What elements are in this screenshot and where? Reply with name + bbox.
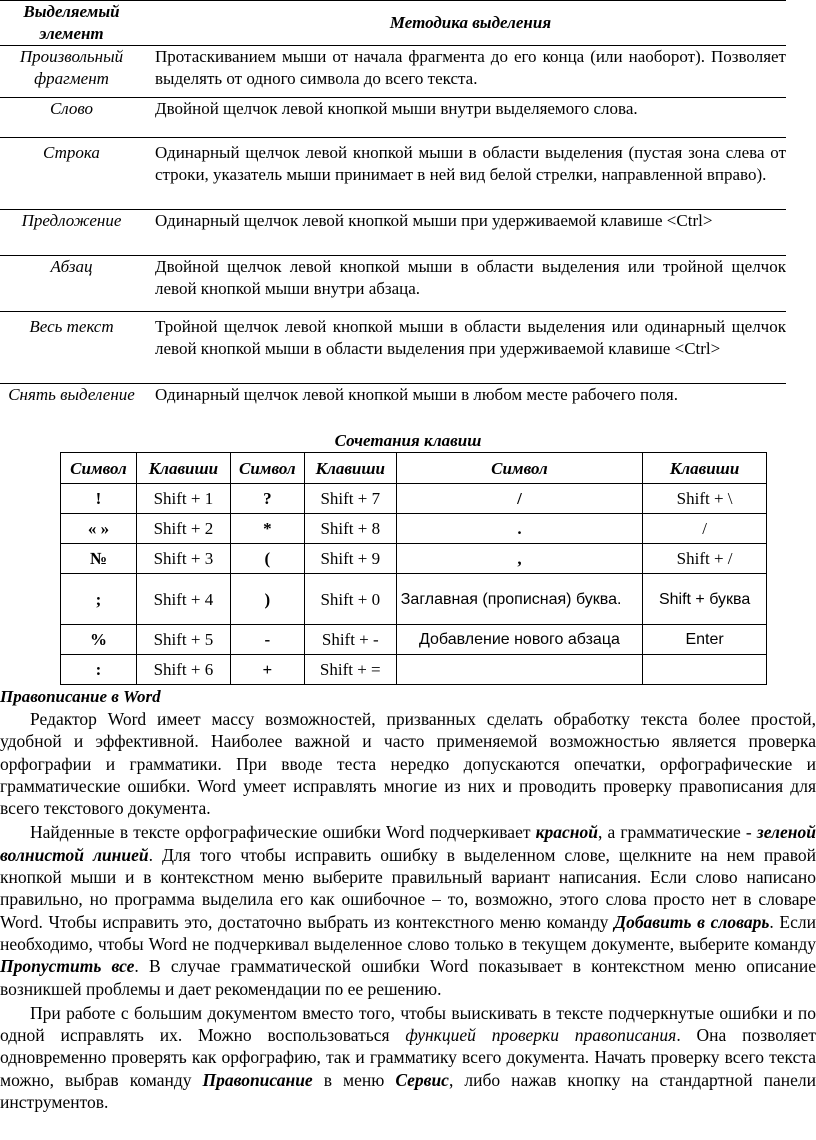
symbol-cell	[396, 655, 642, 685]
keys-cell: Shift + 3	[136, 544, 230, 574]
paragraph-text: , а грамматические -	[597, 822, 757, 843]
command-ignore-all: Пропустить все	[0, 956, 135, 977]
selection-row	[0, 210, 786, 256]
row-element: Весь текст	[0, 312, 143, 384]
shortcut-row	[61, 655, 767, 685]
header-symbol: Символ	[61, 453, 137, 484]
keys-cell: Shift + 7	[304, 484, 396, 514]
paragraph	[0, 1002, 816, 1113]
keys-cell: Shift + -	[304, 625, 396, 655]
shortcut-row	[61, 514, 767, 544]
row-element: Слово	[0, 98, 143, 138]
symbol-cell: ,	[396, 544, 642, 574]
symbol-description-cell: Заглавная (прописная) буква.	[396, 574, 642, 625]
paragraph-text: . В случае грамматической ошибки Word показывает в контекстном меню описание возникшей проблемы и дает рекомендации по ее решению.	[0, 956, 816, 999]
selection-methods-table	[0, 0, 786, 430]
paragraph	[0, 708, 816, 819]
keys-cell: Shift + 6	[136, 655, 230, 685]
keys-cell: Shift + 2	[136, 514, 230, 544]
paragraph-text: , либо нажав кнопку на стандартной панели инструментов.	[0, 1069, 816, 1113]
symbol-cell: +	[230, 655, 304, 685]
keys-cell: /	[643, 514, 767, 544]
selection-row	[0, 98, 786, 138]
keys-cell: Shift + 1	[136, 484, 230, 514]
row-element: Предложение	[0, 210, 143, 256]
paragraph-text: . Она позволяет одновременно проверять как орфографию, так и грамматику всего документа. Начать проверку всего текста можно, выбрав команду	[0, 1025, 816, 1090]
symbol-cell: *	[230, 514, 304, 544]
symbol-cell: /	[396, 484, 642, 514]
paragraph-text: При работе с большим документом вместо того, чтобы выискивать в тексте подчеркнутые ошибки и по одной исправлять их. Можно воспользоваться	[0, 1002, 816, 1046]
keys-cell: Shift + 5	[136, 625, 230, 655]
shortcut-row	[61, 625, 767, 655]
symbol-description-cell: Добавление нового абзаца	[396, 625, 642, 655]
paragraph-text: Найденные в тексте орфографические ошибки Word подчеркивает	[30, 822, 536, 843]
header-keys: Клавиши	[643, 453, 767, 484]
row-method: Одинарный щелчок левой кнопкой мыши в любом месте рабочего поля.	[155, 385, 678, 404]
selection-row	[0, 256, 786, 312]
row-method: Тройной щелчок левой кнопкой мыши в области выделения или одинарный щелчок левой кнопкой мыши в области выделения при удерживаемой клавише <Ctrl>	[143, 312, 786, 384]
section-title: Правописание в Word	[0, 687, 161, 706]
symbol-cell: №	[61, 544, 137, 574]
paragraph-text: Редактор Word имеет массу возможностей, призванных сделать обработку текста более простой, удобной и эффективной. Наиболее важной и часто применяемой возможностью является проверка орфографии и грамматики. При вводе теста нередко допускаются опечатки, орфографические и грамматические ошибки. Word умеет исправлять многие из них и проводить проверку правописания для всего текстового документа.	[0, 709, 816, 819]
symbol-cell: « »	[61, 514, 137, 544]
keys-cell: Shift + буква	[643, 574, 767, 625]
header-method: Методика выделения	[143, 1, 786, 46]
keys-cell: Shift + 0	[304, 574, 396, 625]
selection-row	[0, 46, 786, 98]
symbol-cell: ;	[61, 574, 137, 625]
menu-service: Сервис	[395, 1069, 449, 1090]
row-method: Одинарный щелчок левой кнопкой мыши при удерживаемой клавише <Ctrl>	[143, 210, 786, 256]
paragraph-text: в меню	[312, 1069, 396, 1090]
keys-cell: Shift + 4	[136, 574, 230, 625]
shortcuts-table	[60, 452, 767, 685]
keys-cell: Enter	[643, 625, 767, 655]
shortcut-row	[61, 574, 767, 625]
symbol-cell: (	[230, 544, 304, 574]
shortcuts-title: Сочетания клавиш	[334, 431, 482, 450]
symbol-cell: -	[230, 625, 304, 655]
keys-cell: Shift + \	[643, 484, 767, 514]
command-add-to-dictionary: Добавить в словарь	[614, 911, 770, 932]
emphasis-green-wavy: зеленой волнистой линией	[0, 822, 816, 865]
section-body	[0, 708, 816, 1113]
emphasis-spellcheck-function: функцией проверки правописания	[405, 1025, 677, 1046]
selection-row	[0, 312, 786, 384]
row-method: Протаскиванием мыши от начала фрагмента до его конца (или наоборот). Позволяет выделять от одного символа до всего текста.	[143, 46, 786, 98]
header-element: Выделяемый элемент	[0, 1, 143, 46]
selection-table-header	[0, 1, 786, 46]
keys-cell: Shift + 8	[304, 514, 396, 544]
symbol-cell: )	[230, 574, 304, 625]
header-keys: Клавиши	[136, 453, 230, 484]
header-keys: Клавиши	[304, 453, 396, 484]
symbol-cell: .	[396, 514, 642, 544]
shortcut-row	[61, 544, 767, 574]
symbol-cell: ?	[230, 484, 304, 514]
shortcuts-header	[61, 453, 767, 484]
header-symbol: Символ	[396, 453, 642, 484]
keys-cell: Shift + =	[304, 655, 396, 685]
shortcut-row	[61, 484, 767, 514]
row-element: Строка	[0, 138, 143, 210]
paragraph	[0, 821, 816, 999]
keys-cell: Shift + 9	[304, 544, 396, 574]
paragraph-text: . Для того чтобы исправить ошибку в выделенном слове, щелкните на нем правой кнопкой мыши и в контекстном меню выберите правильный вариант написания. Если слово написано правильно, но программа выделила его как ошибочное – то, возможно, этого слова просто нет в словаре Word. Чтобы исправить это, достаточно выбрать из контекстного меню команду	[0, 844, 816, 932]
emphasis-red: красной	[535, 822, 598, 843]
selection-row	[0, 138, 786, 210]
row-method: Двойной щелчок левой кнопкой мыши внутри выделяемого слова.	[143, 98, 786, 138]
row-element: Произвольный фрагмент	[0, 46, 143, 98]
row-element: Абзац	[0, 256, 143, 312]
selection-row	[0, 384, 786, 430]
command-spelling: Правописание	[202, 1069, 313, 1090]
symbol-cell: %	[61, 625, 137, 655]
paragraph-text: . Если необходимо, чтобы Word не подчеркивал выделенное слово только в текущем документе, выберите команду	[0, 911, 816, 954]
header-symbol: Символ	[230, 453, 304, 484]
keys-cell: Shift + /	[643, 544, 767, 574]
symbol-cell: !	[61, 484, 137, 514]
row-element: Снять выделение	[8, 385, 135, 404]
symbol-cell: :	[61, 655, 137, 685]
keys-cell	[643, 655, 767, 685]
row-method: Двойной щелчок левой кнопкой мыши в области выделения или тройной щелчок левой кнопкой мыши внутри абзаца.	[143, 256, 786, 312]
row-method: Одинарный щелчок левой кнопкой мыши в области выделения (пустая зона слева от строки, указатель мыши принимает в ней вид белой стрелки, направленной вправо).	[143, 138, 786, 210]
